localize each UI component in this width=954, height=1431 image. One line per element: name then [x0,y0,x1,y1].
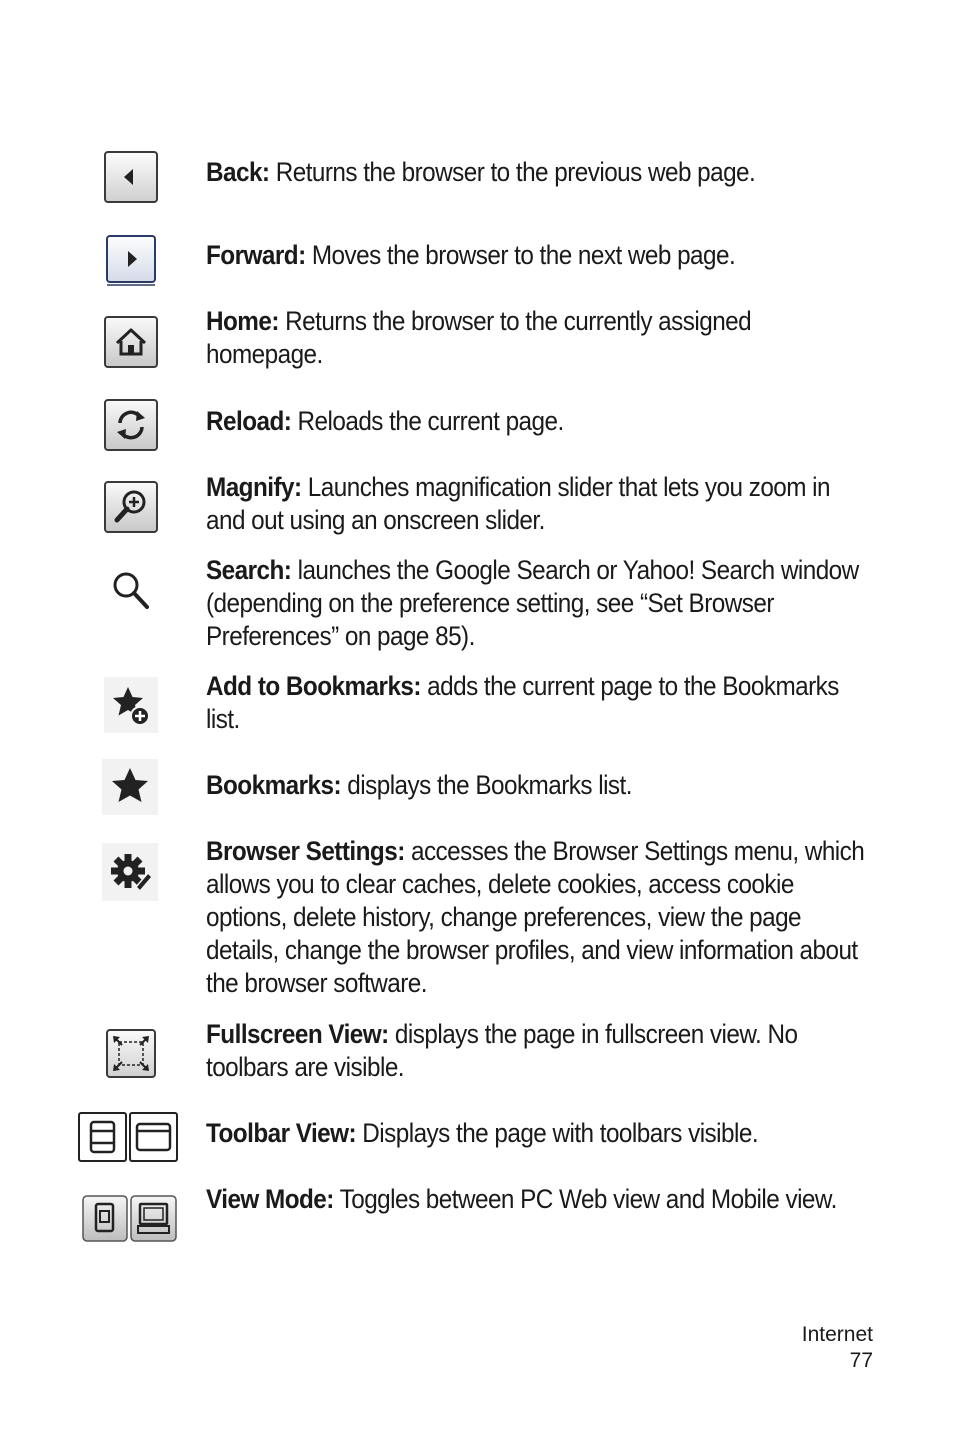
entry-description: Toggles between PC Web view and Mobile view. [339,1184,837,1214]
entry-term: Bookmarks: [206,770,342,800]
entry-text [206,156,871,189]
forward-arrow-icon [106,235,156,287]
entry-term: Search: [206,555,292,585]
entry-description: Launches magnification slider that lets you zoom in and out using an onscreen slider. [206,472,831,535]
add-bookmark-icon [104,677,158,733]
entry-description: Moves the browser to the next web page. [311,240,736,270]
entry-description: Reloads the current page. [297,406,564,436]
entry-description: displays the Bookmarks list. [347,770,632,800]
entry-description: Returns the browser to the previous web page. [275,157,756,187]
entry-term: Home: [206,306,279,336]
settings-gear-icon [102,843,158,901]
entry-term: Back: [206,157,270,187]
fullscreen-icon [106,1029,156,1079]
entry-term: Browser Settings: [206,836,405,866]
search-icon [110,569,152,611]
entry-description: adds the current page to the Bookmarks list. [206,671,839,734]
page-footer [802,1322,873,1374]
entry-text [206,554,871,653]
entry-term: Toolbar View: [206,1118,357,1148]
entry-text [206,405,871,438]
entry-text [206,239,871,272]
entry-text [206,835,871,1000]
entry-term: View Mode: [206,1184,334,1214]
entry-text [206,1117,871,1150]
bookmark-star-icon [102,759,158,815]
reload-icon [104,399,158,451]
entry-text [206,1183,871,1216]
back-arrow-icon [104,151,158,203]
entry-description: Displays the page with toolbars visible. [362,1118,759,1148]
entry-term: Reload: [206,406,292,436]
entry-text [206,1018,871,1084]
entry-text [206,305,871,371]
toolbar-view-icon [78,1112,180,1164]
magnify-icon [104,481,158,533]
view-mode-icon [82,1195,178,1243]
entry-term: Add to Bookmarks: [206,671,421,701]
page-number: 77 [849,1349,873,1372]
entry-text [206,769,871,802]
entry-description: launches the Google Search or Yahoo! Search window (depending on the preference setting, see “Set Browser Preferences” on page 85). [206,555,859,651]
entry-text [206,471,871,537]
home-icon [104,316,158,368]
entry-description: displays the page in fullscreen view. No toolbars are visible. [206,1019,798,1082]
entry-term: Magnify: [206,472,302,502]
entry-term: Fullscreen View: [206,1019,389,1049]
entry-description: accesses the Browser Settings menu, which allows you to clear caches, delete cookies, access cookie options, delete history, change preferences, view the page details, change the browser profiles, and view information about the browser software. [206,836,865,998]
section-name: Internet [801,1323,873,1346]
entry-text [206,670,871,736]
entry-description: Returns the browser to the currently assigned homepage. [206,306,752,369]
entry-term: Forward: [206,240,306,270]
